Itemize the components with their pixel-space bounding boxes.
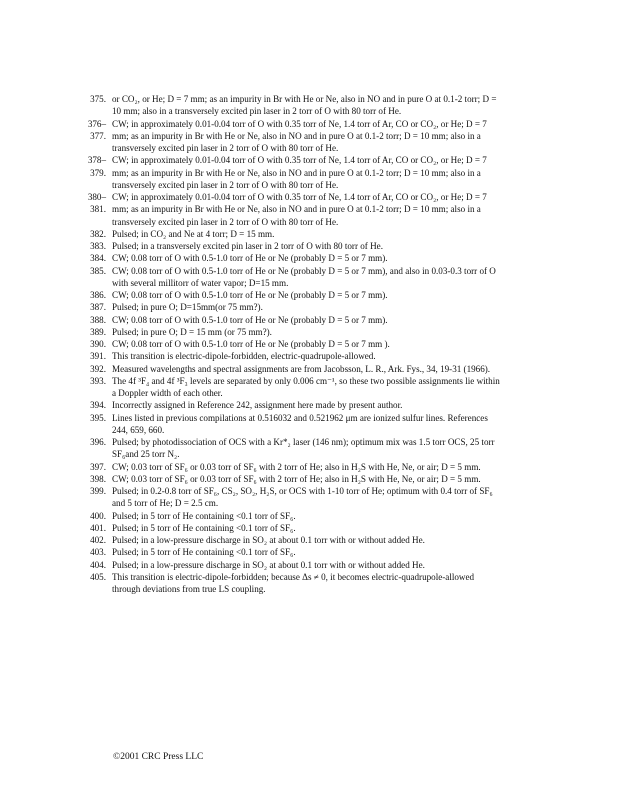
note-item	[90, 314, 502, 326]
note-text: The 4f ³F₄ and 4f ³F₃ levels are separated by only 0.006 cm⁻¹, so these two possible assignments lie within a Doppler width of each other.	[112, 375, 500, 398]
note-text: CW; 0.08 torr of O with 0.5-1.0 torr of He or Ne (probably D = 5 or 7 mm).	[112, 314, 388, 325]
note-number: 396.	[90, 437, 106, 447]
note-item	[90, 93, 502, 118]
note-text: Pulsed; in 5 torr of He containing <0.1 torr of SF₆.	[112, 510, 296, 521]
note-number: 391.	[90, 351, 106, 362]
note-number: 392.	[90, 363, 106, 374]
note-item	[90, 412, 502, 437]
note-text: CW; 0.03 torr of SF₆ or 0.03 torr of SF₆ with 2 torr of He; also in H₂S with He, Ne, or air; D = 5 mm.	[112, 461, 481, 472]
note-number: 383.	[90, 241, 106, 251]
note-number: 405.	[90, 571, 106, 582]
note-text: CW; in approximately 0.01-0.04 torr of O with 0.35 torr of Ne, 1.4 torr of Ar, CO or CO₂, or He; D = 7 mm; as an impurity in Br with He or Ne, also in NO and in pure O at 0.1-2 torr; D = 10 mm; also in a transversely excited pin laser in 2 torr of O with 80 torr of He.	[112, 192, 487, 227]
note-text: CW; in approximately 0.01-0.04 torr of O with 0.35 torr of Ne, 1.4 torr of Ar, CO or CO₂, or He; D = 7 mm; as an impurity in Br with He or Ne, also in NO and in pure O at 0.1-2 torr; D = 10 mm; also in a transversely excited pin laser in 2 torr of O with 80 torr of He.	[112, 155, 487, 190]
note-item	[90, 289, 502, 301]
note-number: 399.	[90, 486, 106, 496]
note-item	[90, 363, 502, 375]
note-number: 400.	[90, 510, 106, 521]
note-text: Pulsed; in a low-pressure discharge in SO₂ at about 0.1 torr with or without added He.	[112, 559, 425, 570]
note-item	[90, 473, 502, 485]
note-item	[90, 559, 502, 571]
note-text: Pulsed; in pure O; D = 15 mm (or 75 mm?).	[112, 326, 272, 337]
note-text: CW; in approximately 0.01-0.04 torr of O with 0.35 torr of Ne, 1.4 torr of Ar, CO or CO₂, or He; D = 7 mm; as an impurity in Br with He or Ne, also in NO and in pure O at 0.1-2 torr; D = 10 mm; also in a transversely excited pin laser in 2 torr of O with 80 torr of He.	[112, 118, 487, 153]
note-number: 382.	[90, 228, 106, 239]
note-item	[90, 485, 502, 510]
note-number: 378– 379.	[87, 155, 106, 178]
note-text: Pulsed; by photodissociation of OCS with a Kr*₂ laser (146 nm); optimum mix was 1.5 torr OCS, 25 torr SF₆and 25 torr N₂.	[112, 437, 495, 460]
note-item	[90, 252, 502, 264]
note-number: 385.	[90, 265, 106, 276]
note-item	[90, 375, 502, 400]
note-item	[90, 240, 502, 252]
note-number: 402.	[90, 535, 106, 545]
note-item	[90, 534, 502, 546]
note-number: 384.	[90, 253, 106, 264]
note-text: Lines listed in previous compilations at 0.516032 and 0.521962 μm are ionized sulfur lines. References 244, 659, 660.	[112, 412, 488, 435]
note-item	[87, 154, 502, 191]
note-number: 398.	[90, 473, 106, 484]
note-text: CW; 0.08 torr of O with 0.5-1.0 torr of He or Ne (probably D = 5 or 7 mm).	[112, 290, 388, 300]
note-number: 376– 377.	[87, 118, 106, 141]
note-text: This transition is electric-dipole-forbidden, electric-quadrupole-allowed.	[112, 351, 376, 362]
note-number: 389.	[90, 326, 106, 337]
note-number: 388.	[90, 314, 106, 325]
note-text: This transition is electric-dipole-forbidden; because Δs ≠ 0, it becomes electric-quadrupole-allowed through deviations from true LS coupling.	[112, 571, 475, 594]
note-text: Pulsed; in 5 torr of He containing <0.1 torr of SF₆.	[112, 522, 296, 533]
note-text: CW; 0.08 torr of O with 0.5-1.0 torr of He or Ne (probably D = 5 or 7 mm).	[112, 253, 388, 264]
note-item	[90, 228, 502, 240]
note-number: 375.	[90, 94, 106, 104]
note-text: Pulsed; in a transversely excited pin laser in 2 torr of O with 80 torr of He.	[112, 241, 383, 251]
note-text: Measured wavelengths and spectral assignments are from Jacobsson, L. R., Ark. Fys., 34, 19-31 (1966).	[112, 363, 491, 374]
note-number: 397.	[90, 461, 106, 472]
note-item	[90, 436, 502, 461]
note-number: 387.	[90, 302, 106, 313]
note-item	[90, 546, 502, 558]
note-text: Pulsed; in CO₂ and Ne at 4 torr; D = 15 mm.	[112, 228, 275, 239]
note-item	[90, 522, 502, 534]
note-text: CW; 0.08 torr of O with 0.5-1.0 torr of He or Ne (probably D = 5 or 7 mm), and also in 0.03-0.3 torr of O with several millitorr of water vapor; D=15 mm.	[112, 265, 496, 288]
note-number: 386.	[90, 290, 106, 300]
note-number: 390.	[90, 339, 106, 349]
note-number: 395.	[90, 412, 106, 423]
note-item	[90, 301, 502, 313]
notes-list	[87, 93, 502, 595]
note-item	[90, 326, 502, 338]
note-number: 380– 381.	[87, 192, 106, 215]
note-text: CW; 0.03 torr of SF₆ or 0.03 torr of SF₆ with 2 torr of He; also in H₂S with He, Ne, or air; D = 5 mm.	[112, 473, 481, 484]
note-item	[90, 399, 502, 411]
note-item	[90, 338, 502, 350]
note-number: 394.	[90, 400, 106, 411]
copyright-footer: ©2001 CRC Press LLC	[113, 752, 204, 762]
note-text: Pulsed; in 0.2-0.8 torr of SF₆, CS₂, SO₂, H₂S, or OCS with 1-10 torr of He; optimum with 0.4 torr of SF₆ and 5 torr of He; D = 2.5 cm.	[112, 486, 493, 509]
note-item	[90, 571, 502, 596]
note-number: 401.	[90, 522, 106, 533]
note-text: or CO₂, or He; D = 7 mm; as an impurity in Br with He or Ne, also in NO and in pure O at 0.1-2 torr; D = 10 mm; also in a transversely excited pin laser in 2 torr of O with 80 torr of He.	[112, 94, 497, 117]
note-item	[90, 350, 502, 362]
note-item	[90, 510, 502, 522]
note-item	[87, 118, 502, 155]
note-text: Pulsed; in pure O; D=15mm(or 75 mm?).	[112, 302, 263, 313]
note-text: CW; 0.08 torr of O with 0.5-1.0 torr of He or Ne (probably D = 5 or 7 mm ).	[112, 339, 390, 349]
note-text: Pulsed; in a low-pressure discharge in SO₂ at about 0.1 torr with or without added He.	[112, 535, 425, 545]
note-number: 403.	[90, 547, 106, 558]
note-number: 393.	[90, 375, 106, 386]
note-item	[90, 265, 502, 290]
note-item	[90, 461, 502, 473]
note-text: Incorrectly assigned in Reference 242, assignment here made by present author.	[112, 400, 403, 411]
note-text: Pulsed; in 5 torr of He containing <0.1 torr of SF₆.	[112, 547, 296, 558]
note-number: 404.	[90, 559, 106, 570]
note-item	[87, 191, 502, 228]
